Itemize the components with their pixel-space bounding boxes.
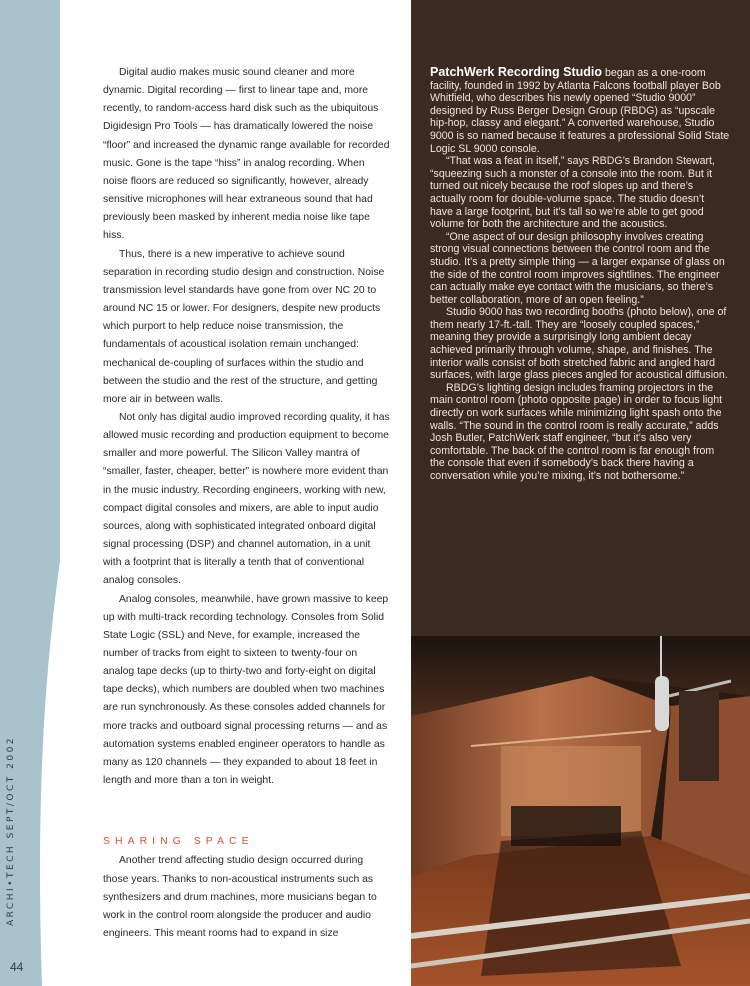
article-paragraph: Another trend affecting studio design occurred during those years. Thanks to non-acoustical instruments such as synthesizers and drum machines, more musicians began to work in the control room alongside the producer and audio engineers. This meant rooms had to expand in size [103,855,377,940]
sidebar-paragraph: PatchWerk Recording Studio began as a one-room facility, founded in 1992 by Atlanta Falcons football player Bob Whitfield, who describes his newly opened “Studio 9000” designed by Russ Berger Design Group (RBDG) as “upscale hip-hop, classy and elegant.” A converted warehouse, Studio 9000 is so named because it features a professional Solid State Logic SL 9000 console. [430,65,730,155]
sidebar-paragraph: “One aspect of our design philosophy involves creating strong visual connections between the control room and the studio. It’s a pretty simple thing — a larger expanse of glass on the side of the control room improves sightlines. The engineer can actually make eye contact with the musicians, so there’s better collaboration, more of an open feeling.” [430,230,725,306]
article-column [103,64,391,943]
studio-photo-illustration [411,636,750,986]
sidebar-paragraph: RBDG’s lighting design includes framing projectors in the main control room (photo opposite page) in order to focus light directly on work surfaces while minimizing light spash onto the walls. “The sound in the control room is really accurate,” adds Josh Butler, PatchWerk staff engineer, “but it’s also very comfortable. The back of the control room is far enough from the console that even if somebody’s back there having a conversation while you’re mixing, it’s not bothersome.” [430,381,723,482]
article-paragraph: Analog consoles, meanwhile, have grown massive to keep up with multi-track recording technology. Consoles from Solid State Logic (SSL) and Neve, for example, increased the number of tracks from eight to sixteen to twenty-four on analog tape decks (up to thirty-two and forty-eight on digital tape decks), which numbers are doubled when two machines are run synchronously. As these consoles added channels for more tracks and outboard signal processing returns — and as automation systems enabled engineer operators to handle as many as 120 channels — they expanded to about 18 feet in length and more than a ton in weight. [103,593,389,787]
article-paragraph: Digital audio makes music sound cleaner and more dynamic. Digital recording — first to linear tape and, more recently, to random-access hard disk such as the ubiquitous Digidesign Pro Tools — has dramatically lowered the noise “floor” and increased the dynamic range available for recorded music. Gone is the tape “hiss” in analog recording. When noise floors are reduced so significantly, however, already sensitive microphones will hear extraneous sound that had previously been masked by inherent media noise like tape hiss. [103,67,390,242]
article-paragraph: Not only has digital audio improved recording quality, it has allowed music recording and production equipment to become smaller and more powerful. The Silicon Valley mantra of “smaller, faster, cheaper, better” is nowhere more evident than in the music industry. Recording engineers, working with new, compact digital consoles and mixers, are able to input audio sources, along with sophisticated integrated onboard digital signal processing (DSP) and channel automation, in a unit with a footprint that is literally a tenth that of conventional analog consoles. [103,411,390,587]
sidebar-lead: PatchWerk Recording Studio [430,65,603,79]
section-heading: SHARING SPACE [103,835,254,848]
page-number: 44 [10,960,24,974]
studio-photo [411,636,750,986]
sidebar-text [430,66,730,483]
spine-label: ARCHI•TECH SEPT/OCT 2002 [6,735,16,927]
sidebar-paragraph: “That was a feat in itself,” says RBDG’s Brandon Stewart, “squeezing such a monster of a console into the room. But it turned out nicely because the roof slopes up and there’s actually room for double-volume space. The studio doesn’t have a large footprint, but it’s tall so we’re able to get good volume for both the architecture and the acoustics. [430,155,715,231]
sidebar-paragraph: Studio 9000 has two recording booths (photo below), one of them nearly 17-ft.-tall. They are “loosely coupled spaces,” meaning they provide a surprisingly long ambient decay achieved primarily through volume, shape, and finishes. The interior walls consist of both stretched fabric and angled hard surfaces, with large glass pieces angled for acoustical diffusion. [430,306,728,382]
article-paragraph: Thus, there is a new imperative to achieve sound separation in recording studio design and construction. Noise transmission level standards have gone from over NC 20 to around NC 15 or lower. For designers, despite new products which purport to help reduce noise transmission, the fundamentals of acoustical isolation remain unchanged: mechanical de-coupling of surfaces within the studio and between the studio and the rest of the structure, and getting more air in between walls. [103,248,385,405]
